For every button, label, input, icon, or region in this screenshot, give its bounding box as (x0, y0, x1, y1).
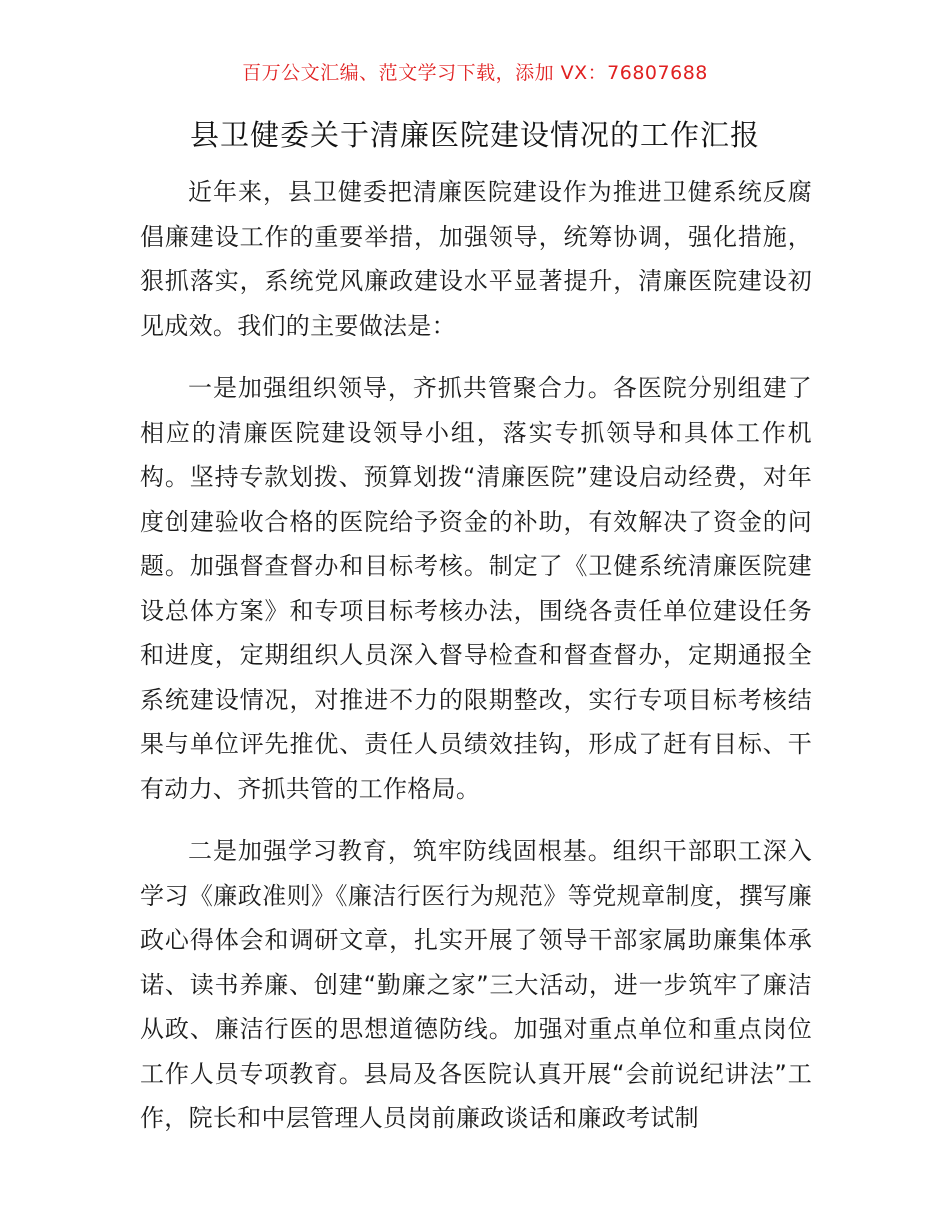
paragraph-intro: 近年来，县卫健委把清廉医院建设作为推进卫健系统反腐倡廉建设工作的重要举措，加强领导，统筹协调，强化措施，狠抓落实，系统党风廉政建设水平显著提升，清廉医院建设初见成效。我们的主要做法是： (140, 178, 812, 340)
paragraph-education: 二是加强学习教育，筑牢防线固根基。组织干部职工深入学习《廉政准则》《廉洁行医行为规范》等党规章制度，撰写廉政心得体会和调研文章，扎实开展了领导干部家属助廉集体承诺、读书养廉、创建“勤廉之家”三大活动，进一步筑牢了廉洁从政、廉洁行医的思想道德防线。加强对重点单位和重点岗位工作人员专项教育。县局及各医院认真开展“会前说纪讲法”工作，院长和中层管理人员岗前廉政谈话和廉政考试制 (140, 837, 812, 1132)
watermark-header: 百万公文汇编、范文学习下载，添加 VX：76807688 (242, 62, 708, 84)
document-body (140, 170, 812, 1159)
document-title: 县卫健委关于清廉医院建设情况的工作汇报 (189, 118, 760, 152)
paragraph-organization: 一是加强组织领导，齐抓共管聚合力。各医院分别组建了相应的清廉医院建设领导小组，落实专抓领导和具体工作机构。坚持专款划拨、预算划拨“清廉医院”建设启动经费，对年度创建验收合格的医院给予资金的补助，有效解决了资金的问题。加强督查督办和目标考核。制定了《卫健系统清廉医院建设总体方案》和专项目标考核办法，围绕各责任单位建设任务和进度，定期组织人员深入督导检查和督查督办，定期通报全系统建设情况，对推进不力的限期整改，实行专项目标考核结果与单位评先推优、责任人员绩效挂钩，形成了赶有目标、干有动力、齐抓共管的工作格局。 (140, 374, 812, 803)
